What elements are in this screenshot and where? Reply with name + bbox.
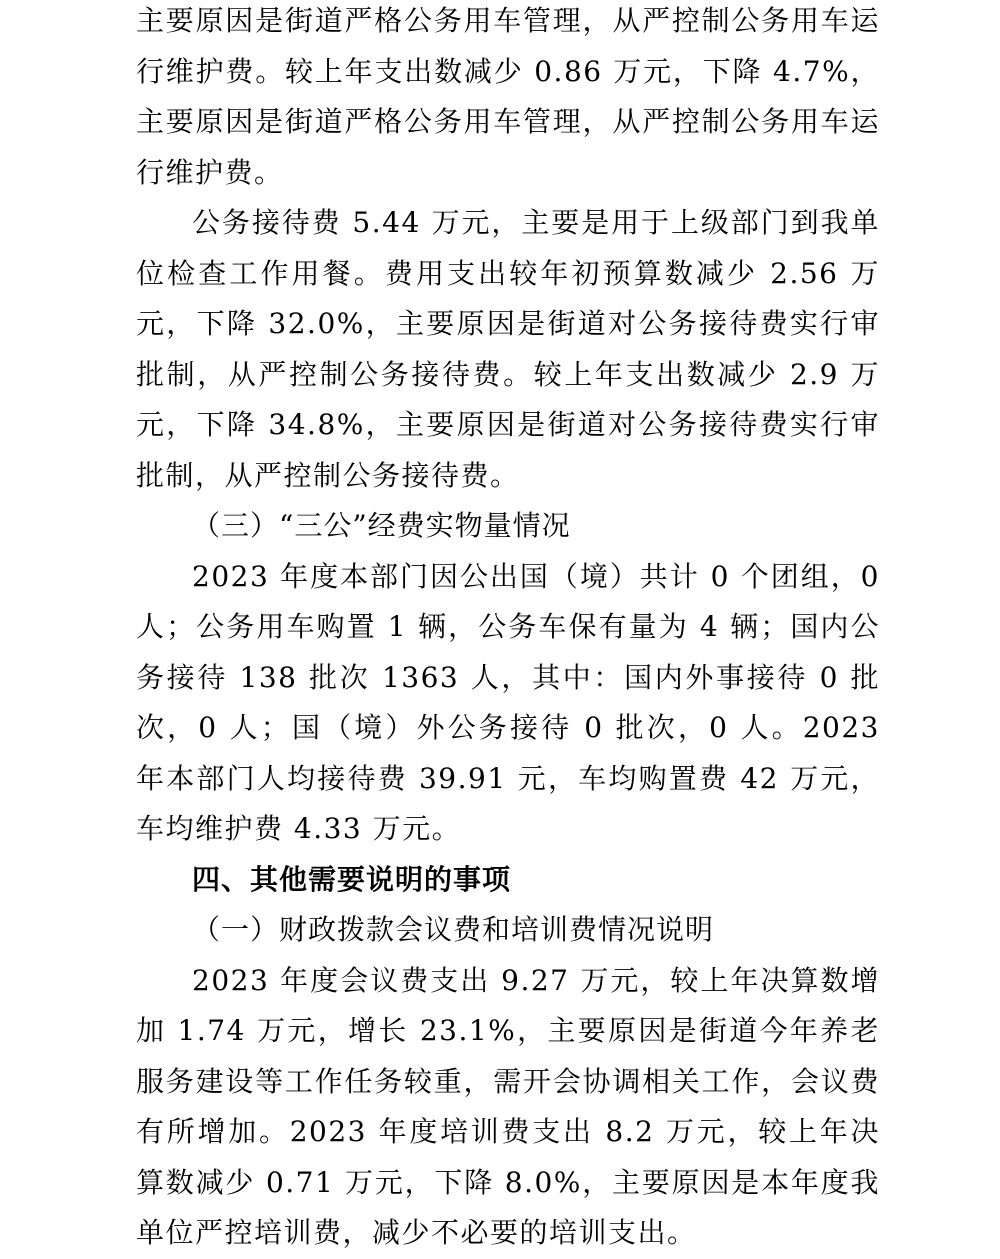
paragraph-reception-fee: 公务接待费 5.44 万元，主要是用于上级部门到我单位检查工作用餐。费用支出较年初预算数减少 2.56 万元，下降 32.0%，主要原因是街道对公务接待费实行审批制，从严控制公务接待费。较上年支出数减少 2.9 万元，下降 34.8%，主要原因是街道对公务接待费实行审批制，从严控制公务接待费。 — [136, 206, 880, 492]
heading-other-matters: 四、其他需要说明的事项 — [192, 862, 512, 896]
paragraph-sangong-quantity: 2023 年度本部门因公出国（境）共计 0 个团组，0 人；公务用车购置 1 辆，公务车保有量为 4 辆；国内公务接待 138 批次 1363 人，其中：国内外事接待 0 批次，0 人；国（境）外公务接待 0 批次，0 人。2023 年本部门人均接待费 39.91 元，车均购置费 42 万元，车均维护费 4.33 万元。 — [136, 559, 880, 845]
paragraph-meeting-training: 2023 年度会议费支出 9.27 万元，较上年决算数增加 1.74 万元，增长 23.1%，主要原因是街道今年养老服务建设等工作任务较重，需开会协调相关工作，会议费有所增加。2023 年度培训费支出 8.2 万元，较上年决算数减少 0.71 万元，下降 8.0%，主要原因是本年度我单位严控培训费，减少不必要的培训支出。 — [136, 963, 880, 1249]
heading-meeting-training: （一）财政拨款会议费和培训费情况说明 — [192, 913, 715, 946]
document-body — [136, 0, 880, 1259]
paragraph-vehicle-maintenance: 主要原因是街道严格公务用车管理，从严控制公务用车运行维护费。较上年支出数减少 0.86 万元，下降 4.7%，主要原因是街道严格公务用车管理，从严控制公务用车运行维护费。 — [136, 4, 880, 189]
heading-sangong-quantity: （三）“三公”经费实物量情况 — [192, 509, 571, 542]
